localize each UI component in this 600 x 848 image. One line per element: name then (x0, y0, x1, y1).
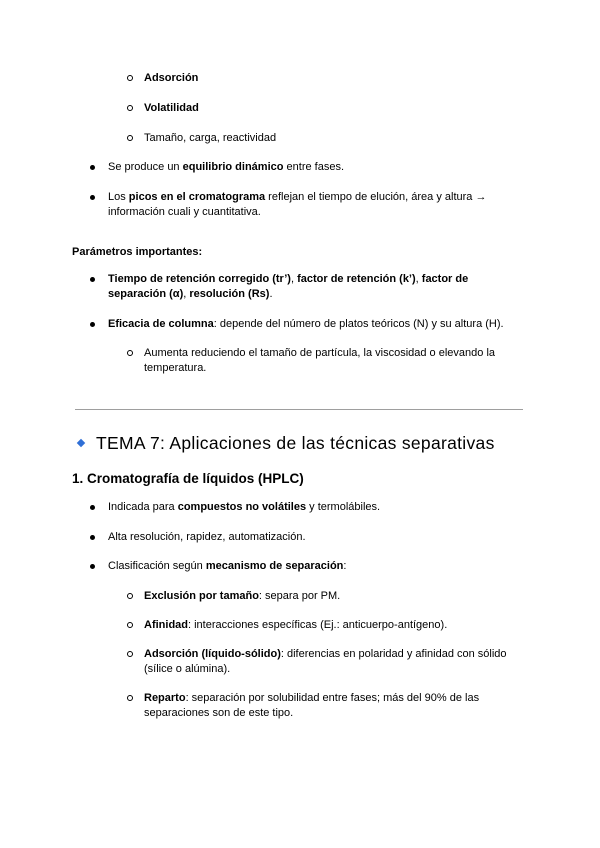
list-item-eficacia: Eficacia de columna: depende del número de platos teóricos (N) y su altura (H). (108, 317, 518, 332)
list-item-tamano (144, 131, 276, 146)
list-item-clasificacion: Clasificación según mecanismo de separación: (108, 560, 347, 572)
list-item-picos: Los picos en el cromatograma reflejan el tiempo de elución, área y altura → información cuali y cuantitativa. (108, 190, 508, 220)
list-item-alta-resolucion: Alta resolución, rapidez, automatización. (108, 531, 306, 543)
section-title (78, 432, 495, 454)
list-item-afinidad: Afinidad: interacciones específicas (Ej.: anticuerpo-antígeno). (144, 618, 514, 633)
list-item-exclusion: Exclusión por tamaño: separa por PM. (144, 589, 514, 604)
params-heading: Parámetros importantes: (72, 246, 203, 258)
list-item-adsorcion-ls: Adsorción (líquido-sólido): diferencias en polaridad y afinidad con sólido (sílice o alúmina). (144, 647, 519, 677)
list-item-indicada: Indicada para compuestos no volátiles y termolábiles. (108, 501, 381, 513)
list-item-reparto: Reparto: separación por solubilidad entre fases; más del 90% de las separaciones son de este tipo. (144, 691, 494, 721)
list-item-parametros: Tiempo de retención corregido (tr’), factor de retención (k’), factor de separación (α), resolución (Rs). (108, 272, 508, 302)
item-text: Tamaño, carga, reactividad (144, 132, 277, 144)
list-item-volatilidad (144, 101, 199, 116)
item-label: Volatilidad (144, 102, 199, 114)
item-label: Adsorción (144, 72, 199, 84)
list-item-adsorcion (144, 71, 198, 86)
section-divider (75, 409, 523, 410)
list-item-aumenta: Aumenta reduciendo el tamaño de partícula, la viscosidad o elevando la temperatura. (144, 346, 524, 376)
list-item-equilibrio: Se produce un equilibrio dinámico entre fases. (108, 161, 345, 173)
diamond-icon (77, 439, 85, 447)
subsection-title: 1. Cromatografía de líquidos (HPLC) (72, 471, 304, 486)
section-title-text: TEMA 7: Aplicaciones de las técnicas separativas (96, 433, 495, 453)
